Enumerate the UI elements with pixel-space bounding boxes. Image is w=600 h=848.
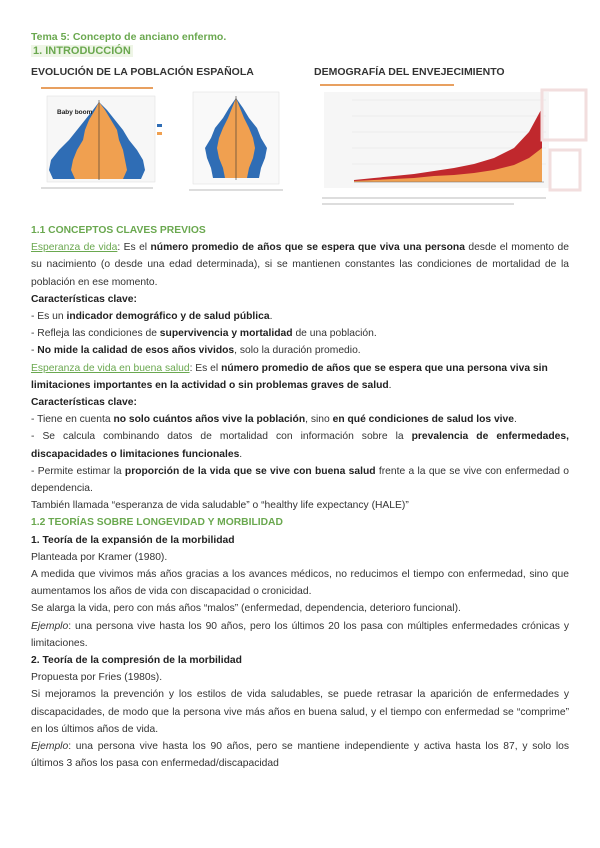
body-text <box>31 222 569 773</box>
pyramid-label: Baby boom <box>57 109 93 116</box>
ageing-area-chart <box>314 80 554 212</box>
theory-1-author: Planteada por Kramer (1980). <box>31 551 168 563</box>
list-item: - No mide la calidad de esos años vividos, solo la duración promedio. <box>31 345 361 357</box>
theory-2-example: Ejemplo: una persona vive hasta los 90 años, pero se mantiene independiente y activa hasta los 87, y solo los últimos 3 años los pasa con enfermedad/discapacidad <box>31 741 569 770</box>
figure-caption-left: EVOLUCIÓN DE LA POBLACIÓN ESPAÑOLA <box>31 66 254 78</box>
paragraph-esperanza-vida: Esperanza de vida: Es el número promedio de años que se espera que viva una persona desde el momento de su nacimiento (o desde una edad determinada), si se mantienen constantes las condiciones de mortalidad de la población en ese momento. <box>31 242 569 288</box>
term-esperanza-vida: Esperanza de vida <box>31 242 118 254</box>
population-pyramid-figure-2 <box>183 84 291 196</box>
list-item: - Tiene en cuenta no solo cuántos años vive la población, sino en qué condiciones de salud los vive. <box>31 414 517 426</box>
heading-1-2: 1.2 TEORÍAS SOBRE LONGEVIDAD Y MORBILIDAD <box>31 517 283 529</box>
characteristics-label: Características clave: <box>31 397 137 409</box>
theory-2-paragraph: Si mejoramos la prevención y los estilos de vida saludables, se puede retrasar la aparición de enfermedades y discapacidades, de modo que la persona vive más años en buena salud, y el tiempo con enfermedad se “comprime” en los últimos años de vida. <box>31 689 569 735</box>
heading-1-1: 1.1 CONCEPTOS CLAVES PREVIOS <box>31 225 206 236</box>
theory-2-author: Propuesta por Fries (1980s). <box>31 672 163 684</box>
list-item: - Refleja las condiciones de supervivencia y mortalidad de una población. <box>31 328 377 340</box>
theory-2-title: 2. Teoría de la compresión de la morbilidad <box>31 655 242 667</box>
population-pyramid-figure <box>33 84 173 194</box>
theory-1-title: 1. Teoría de la expansión de la morbilidad <box>31 534 235 546</box>
paragraph-esperanza-buena-salud: Esperanza de vida en buena salud: Es el número promedio de años que se espera que una persona viva sin limitaciones importantes en la actividad o sin problemas graves de salud. <box>31 362 548 391</box>
section-heading: 1. INTRODUCCIÓN <box>33 45 131 57</box>
list-item: - Se calcula combinando datos de mortalidad con información sobre la prevalencia de enfermedades, discapacidades o limitaciones funcionales. <box>31 431 569 460</box>
characteristics-label: Características clave: <box>31 293 137 305</box>
list-item: - Permite estimar la proporción de la vida que se vive con buena salud frente a la que se vive con enfermedad o dependencia. <box>31 465 569 495</box>
term-esperanza-buena-salud: Esperanza de vida en buena salud <box>31 362 190 374</box>
watermark-logo <box>532 80 592 200</box>
theory-1-example: Ejemplo: una persona vive hasta los 90 años, pero los últimos 20 los pasa con múltiples enfermedades crónicas y limitaciones. <box>31 620 569 649</box>
list-item: - Es un indicador demográfico y de salud pública. <box>31 311 273 323</box>
figure-caption-right: DEMOGRAFÍA DEL ENVEJECIMIENTO <box>314 66 505 78</box>
theory-1-paragraph: A medida que vivimos más años gracias a los avances médicos, no reducimos el tiempo con enfermedad, sino que aumentamos los años de vida con discapacidad o cronicidad. <box>31 569 569 598</box>
theory-1-summary: Se alarga la vida, pero con más años “malos” (enfermedad, dependencia, deterioro funcional). <box>31 603 461 615</box>
also-called: También llamada “esperanza de vida saludable” o “healthy life expectancy (HALE)” <box>31 500 409 512</box>
topic-title: Tema 5: Concepto de anciano enfermo. <box>31 31 227 43</box>
